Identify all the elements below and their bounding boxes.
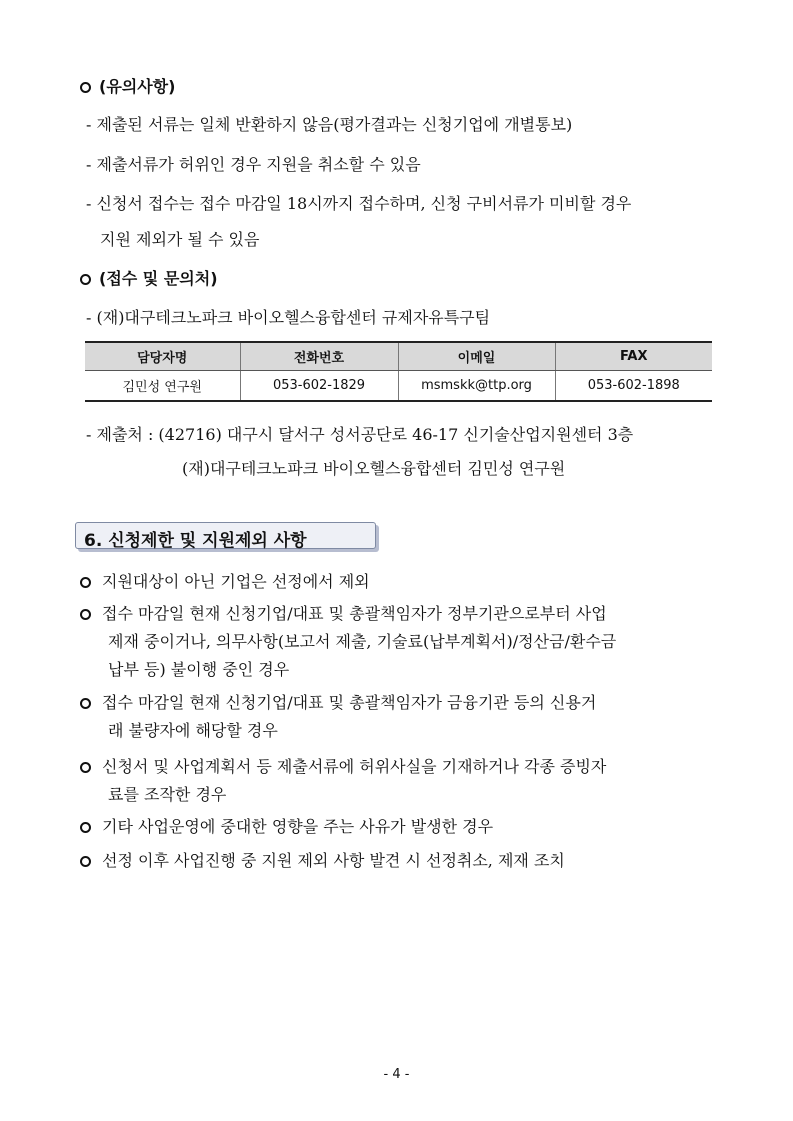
notes-heading: (유의사항) [80, 74, 175, 97]
notes-item: - 제출된 서류는 일체 반환하지 않음(평가결과는 신청기업에 개별통보) [86, 115, 573, 134]
circle-bullet-icon [80, 698, 91, 709]
circle-bullet-icon [80, 82, 91, 93]
list-item: 신청서 및 사업계획서 등 제출서류에 허위사실을 기재하거나 각종 증빙자 [80, 754, 606, 777]
list-item: 선정 이후 사업진행 중 지원 제외 사항 발견 시 선정취소, 제재 조치 [80, 848, 565, 871]
contact-table [85, 341, 712, 402]
submit-recipient: (재)대구테크노파크 바이오헬스융합센터 김민성 연구원 [182, 459, 566, 478]
list-item: 지원대상이 아닌 기업은 선정에서 제외 [80, 569, 370, 592]
circle-bullet-icon [80, 577, 91, 588]
list-item: 접수 마감일 현재 신청기업/대표 및 총괄책임자가 정부기관으로부터 사업 [80, 601, 607, 624]
list-item-continued: 제재 중이거나, 의무사항(보고서 제출, 기술료(납부계획서)/정산금/환수금 [108, 632, 617, 651]
contact-table-header [85, 342, 712, 371]
circle-bullet-icon [80, 762, 91, 773]
section-6-title-box [75, 522, 376, 549]
header-phone: 전화번호 [240, 342, 398, 371]
circle-bullet-icon [80, 609, 91, 620]
submit-address: - 제출처 : (42716) 대구시 달서구 성서공단로 46-17 신기술산업지원센터 3층 [86, 425, 634, 444]
contact-heading: (접수 및 문의처) [80, 266, 218, 289]
table-row [85, 371, 712, 402]
circle-bullet-icon [80, 856, 91, 867]
header-fax: FAX [555, 342, 712, 371]
list-item: 기타 사업운영에 중대한 영향을 주는 사유가 발생한 경우 [80, 814, 493, 837]
cell-email[interactable]: msmskk@ttp.org [398, 371, 555, 402]
header-name: 담당자명 [85, 342, 240, 371]
page-number: - 4 - [383, 1067, 410, 1082]
section-6-title: 6. 신청제한 및 지원제외 사항 [84, 531, 307, 551]
contact-org: - (재)대구테크노파크 바이오헬스융합센터 규제자유특구팀 [86, 308, 491, 327]
notes-item: - 신청서 접수는 접수 마감일 18시까지 접수하며, 신청 구비서류가 미비할 경우 [86, 194, 632, 213]
circle-bullet-icon [80, 822, 91, 833]
notes-item-continued: 지원 제외가 될 수 있음 [100, 230, 260, 249]
notes-item: - 제출서류가 허위인 경우 지원을 취소할 수 있음 [86, 155, 421, 174]
header-email: 이메일 [398, 342, 555, 371]
cell-fax: 053-602-1898 [555, 371, 712, 402]
list-item-continued: 래 불량자에 해당할 경우 [108, 721, 278, 740]
circle-bullet-icon [80, 274, 91, 285]
cell-phone: 053-602-1829 [240, 371, 398, 402]
list-item: 접수 마감일 현재 신청기업/대표 및 총괄책임자가 금융기관 등의 신용거 [80, 690, 596, 713]
list-item-continued: 납부 등) 불이행 중인 경우 [108, 660, 290, 679]
cell-name: 김민성 연구원 [122, 380, 202, 395]
list-item-continued: 료를 조작한 경우 [108, 785, 227, 804]
